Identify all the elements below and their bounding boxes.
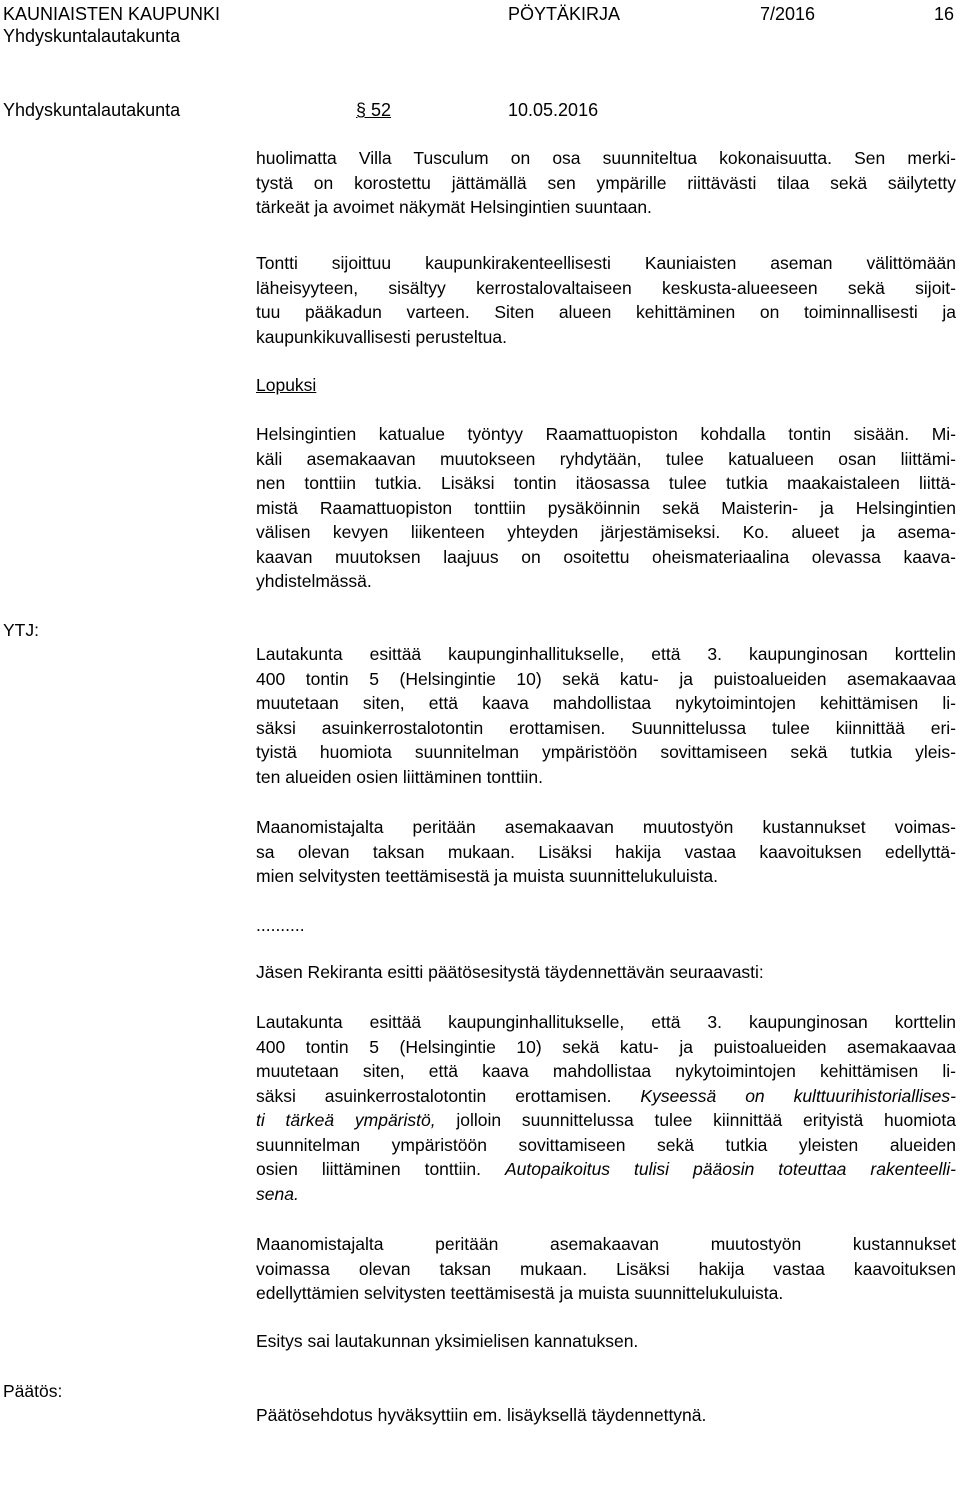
label-paatos: Päätös: [3, 1381, 63, 1401]
text-line: nen tonttiin tutkia. Lisäksi tontin itäosassa tulee tutkia maakaistaleen liittä- [256, 473, 956, 493]
text-line: mien selvitysten teettämisestä ja muista suunnittelukuluista. [256, 866, 719, 886]
text-line: säksi asuinkerrostalotontin erottamisen. Kyseessä on kulttuurihistoriallises- [256, 1085, 956, 1106]
committee-name: Yhdyskuntalautakunta [3, 26, 181, 46]
text-line: läheisyyteen, sisältyy kerrostalovaltaiseen keskusta-alueeseen sekä sijoit- [256, 277, 956, 298]
section-number: § 52 [356, 100, 392, 120]
italic-addition: Kyseessä on kulttuurihistoriallises- [640, 1085, 956, 1106]
text-line: Maanomistajalta peritään asemakaavan muutostyön kustannukset [256, 1234, 956, 1254]
paragraph-8 [256, 1232, 956, 1306]
text-line: osien liittäminen tonttiin. Autopaikoitus tulisi pääosin toteuttaa rakenteelli- [256, 1159, 956, 1179]
text-line: Maanomistajalta peritään asemakaavan muutostyön kustannukset voimas- [256, 817, 956, 837]
text-line: Lautakunta esittää kaupunginhallitukselle, että 3. kaupunginosan korttelin [256, 1012, 956, 1032]
doc-number: 7/2016 [760, 4, 816, 24]
section-committee: Yhdyskuntalautakunta [3, 100, 181, 120]
italic-addition: sena. [256, 1183, 299, 1204]
paragraph-4 [256, 642, 956, 789]
text-line: tystä on korostettu jättämällä sen ympärille riittävästi tilaa sekä säilytetty [256, 172, 956, 193]
text-line: Tontti sijoittuu kaupunkirakenteellisesti Kauniaisten aseman välittömään [256, 253, 956, 273]
text-line: voimassa olevan taksan mukaan. Lisäksi hakija vastaa kaavoituksen [256, 1258, 956, 1279]
paragraph-5 [256, 815, 956, 889]
italic-addition: ti tärkeä ympäristö, [256, 1110, 436, 1130]
paragraph-6: Jäsen Rekiranta esitti päätösesitystä täydennettävän seuraavasti: [256, 962, 764, 982]
text-line: 400 tontin 5 (Helsingintie 10) sekä katu- ja puistoalueiden asemakaavaa [256, 668, 956, 689]
paragraph-1 [256, 146, 956, 220]
text-line: muutetaan siten, että kaava mahdollistaa nykytoimintojen kehittämisen li- [256, 693, 956, 713]
text-line: sa olevan taksan mukaan. Lisäksi hakija vastaa kaavoituksen edellyttä- [256, 841, 956, 862]
paragraph-2 [256, 251, 956, 349]
text-line: tuu pääkadun varteen. Siten alueen kehittäminen on toiminnallisesti ja [256, 302, 956, 322]
label-ytj: YTJ: [3, 620, 39, 640]
text-line: yhdistelmässä. [256, 571, 372, 591]
text-line: tyistä huomiota suunnitelman ympäristöön sovittamiseen sekä tutkia yleis- [256, 742, 956, 762]
heading-lopuksi: Lopuksi [256, 375, 317, 395]
text-line: ten alueiden osien liittäminen tonttiin. [256, 766, 543, 787]
text-line: muutetaan siten, että kaava mahdollistaa nykytoimintojen kehittämisen li- [256, 1061, 956, 1081]
text-line: ti tärkeä ympäristö, jolloin suunnittelussa tulee kiinnittää erityistä huomiota [256, 1110, 956, 1130]
text-line: edellyttämien selvitysten teettämisestä ja muista suunnittelukuluista. [256, 1283, 784, 1303]
text-line: kaupunkikuvallisesti perusteltua. [256, 326, 507, 347]
text-line [256, 1182, 956, 1207]
org-name: KAUNIAISTEN KAUPUNKI [3, 4, 221, 24]
paragraph-3 [256, 422, 956, 594]
paragraph-9: Esitys sai lautakunnan yksimielisen kannatuksen. [256, 1331, 639, 1351]
text-line: käli asemakaavan muutokseen ryhdytään, tulee katualueen osan liittämi- [256, 448, 956, 469]
text-line: Lautakunta esittää kaupunginhallitukselle, että 3. kaupunginosan korttelin [256, 644, 956, 664]
ellipsis-separator: .......... [256, 915, 305, 935]
text-line: kaavan muutoksen laajuus on osoitettu oheismateriaalina olevassa kaava- [256, 546, 956, 567]
paragraph-10: Päätösehdotus hyväksyttiin em. lisäyksellä täydennettynä. [256, 1405, 707, 1425]
page-number: 16 [934, 4, 955, 24]
text-line: 400 tontin 5 (Helsingintie 10) sekä katu- ja puistoalueiden asemakaavaa [256, 1036, 956, 1057]
paragraph-7 [256, 1010, 956, 1206]
text-line: mistä Raamattuopiston tonttiin pysäköinnin sekä Maisterin- ja Helsingintien [256, 497, 956, 518]
text-line: säksi asuinkerrostalotontin erottamisen. Suunnittelussa tulee kiinnittää eri- [256, 717, 956, 738]
text-line: välisen kevyen liikenteen yhteyden järjestämiseksi. Ko. alueet ja asema- [256, 522, 956, 542]
text-line: tärkeät ja avoimet näkymät Helsingintien suuntaan. [256, 197, 652, 217]
text-line: Helsingintien katualue työntyy Raamattuopiston kohdalla tontin sisään. Mi- [256, 424, 956, 444]
italic-addition: Autopaikoitus tulisi pääosin toteuttaa rakenteelli- [504, 1159, 956, 1179]
text-line: huolimatta Villa Tusculum on osa suunniteltua kokonaisuutta. Sen merki- [256, 148, 956, 168]
doc-type: PÖYTÄKIRJA [508, 4, 621, 24]
section-date: 10.05.2016 [508, 100, 599, 120]
text-line: suunnitelman ympäristöön sovittamiseen sekä tutkia yleisten alueiden [256, 1134, 956, 1155]
